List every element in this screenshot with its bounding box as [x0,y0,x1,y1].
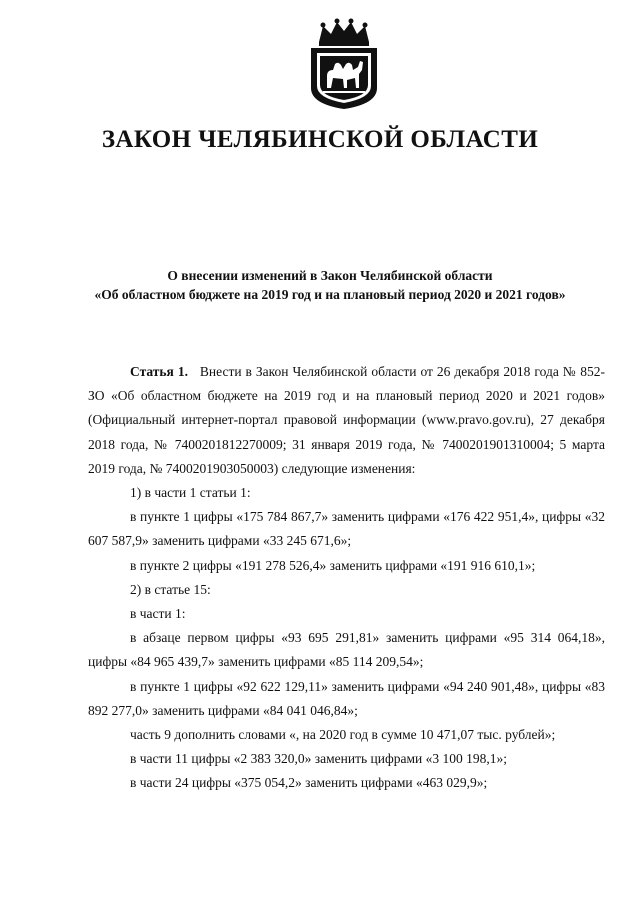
article-item: 2) в статье 15: [130,581,211,597]
article-body [88,360,605,796]
document-title: ЗАКОН ЧЕЛЯБИНСКОЙ ОБЛАСТИ [101,126,539,153]
article-item: в части 11 цифры «2 383 320,0» заменить цифрами «3 100 198,1»; [130,751,507,767]
law-title [60,266,600,304]
article-item: в части 24 цифры «375 054,2» заменить цифрами «463 029,9»; [130,775,488,791]
article-item: в пункте 2 цифры «191 278 526,4» заменить цифрами «191 916 610,1»; [130,557,536,573]
coat-of-arms-icon [303,18,385,110]
law-title-line-2: «Об областном бюджете на 2019 год и на плановый период 2020 и 2021 годов» [94,287,566,302]
article-item: в абзаце первом цифры «93 695 291,81» заменить цифрами «95 314 064,18», цифры «84 965 439,7» заменить цифрами «85 114 209,54»; [88,630,605,670]
article-intro-paragraph [88,360,605,481]
article-intro-text: Внести в Закон Челябинской области от 26 декабря 2018 года № 852-ЗО «Об областном бюджете на 2019 год и на плановый период 2020 и 2021 годов» (Официальный интернет-портал правовой информации (www.pravo.gov.ru), 27 декабря 2018 года, № 7400201812270009; 31 января 2019 года, № 7400201901310004; 5 марта 2019 года, № 7400201903050003) следующие изменения: [88,364,606,476]
law-title-line-1: О внесении изменений в Закон Челябинской области [167,268,493,283]
article-item: в пункте 1 цифры «175 784 867,7» заменить цифрами «176 422 951,4», цифры «32 607 587,9» заменить цифрами «33 245 671,6»; [88,509,605,549]
article-item: в части 1: [130,606,186,622]
article-item: в пункте 1 цифры «92 622 129,11» заменить цифрами «94 240 901,48», цифры «83 892 277,0» заменить цифрами «84 041 046,84»; [88,678,605,718]
article-item: часть 9 дополнить словами «, на 2020 год в сумме 10 471,07 тыс. рублей»; [130,727,556,743]
coat-of-arms-emblem [303,18,385,110]
article-label: Статья 1. [130,364,188,379]
article-item: 1) в части 1 статьи 1: [130,485,251,501]
